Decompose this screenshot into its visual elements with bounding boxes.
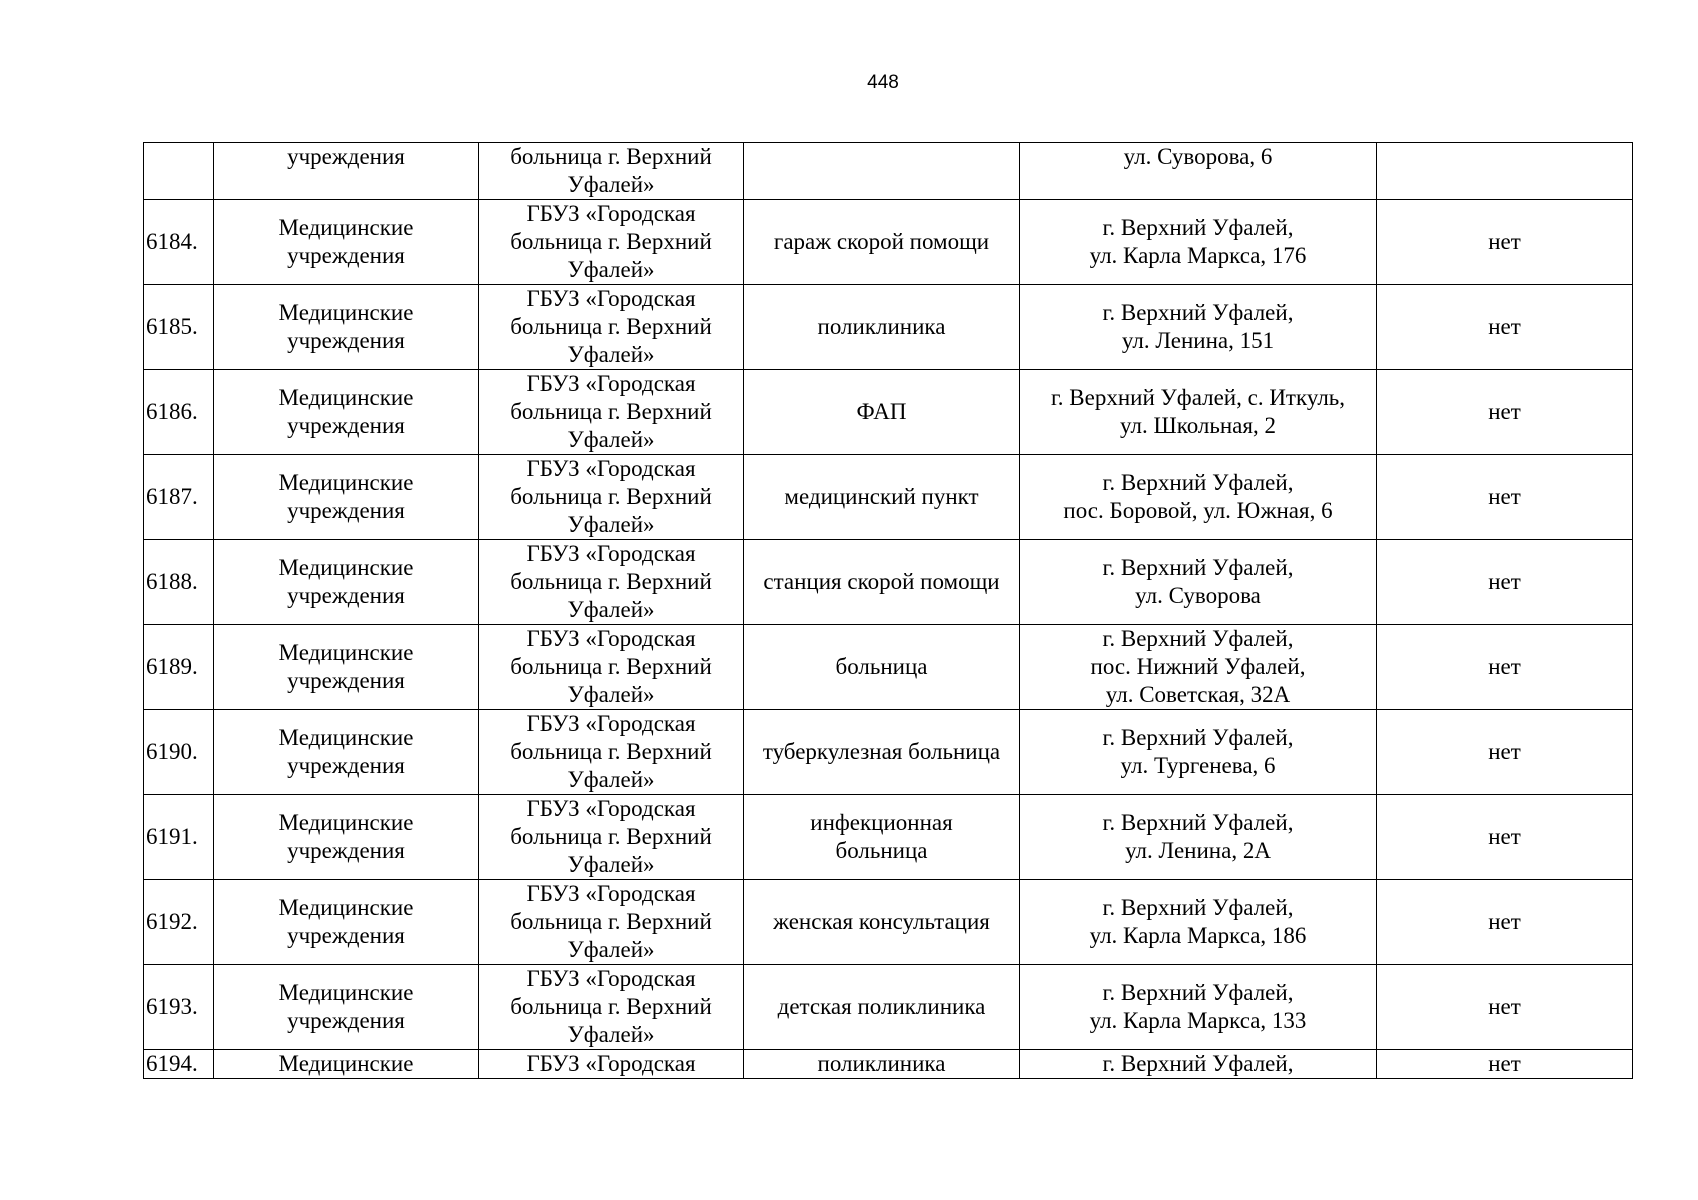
category-cell: Медицинские учреждения — [214, 540, 479, 625]
object-cell: детская поликлиника — [744, 965, 1020, 1050]
table-row — [144, 200, 1633, 285]
category-cell: Медицинские учреждения — [214, 200, 479, 285]
table-row — [144, 795, 1633, 880]
address-cell: г. Верхний Уфалей, ул. Карла Маркса, 186 — [1020, 880, 1377, 965]
organization-cell: ГБУЗ «Городская больница г. Верхний Уфалей» — [479, 370, 744, 455]
row-number: 6185. — [144, 285, 214, 370]
status-cell: нет — [1377, 455, 1633, 540]
table-row — [144, 455, 1633, 540]
registry-table — [143, 142, 1633, 1079]
status-cell: нет — [1377, 795, 1633, 880]
category-cell: Медицинские учреждения — [214, 710, 479, 795]
row-number: 6189. — [144, 625, 214, 710]
row-number: 6184. — [144, 200, 214, 285]
status-cell: нет — [1377, 370, 1633, 455]
status-cell: нет — [1377, 625, 1633, 710]
status-cell: нет — [1377, 200, 1633, 285]
organization-cell: ГБУЗ «Городская больница г. Верхний Уфалей» — [479, 965, 744, 1050]
row-number: 6193. — [144, 965, 214, 1050]
object-cell — [744, 143, 1020, 200]
address-cell: г. Верхний Уфалей, пос. Боровой, ул. Южная, 6 — [1020, 455, 1377, 540]
organization-cell: ГБУЗ «Городская больница г. Верхний Уфалей» — [479, 795, 744, 880]
status-cell: нет — [1377, 710, 1633, 795]
row-number: 6191. — [144, 795, 214, 880]
page-number: 448 — [867, 72, 899, 93]
object-cell: инфекционная больница — [744, 795, 1020, 880]
table-row — [144, 965, 1633, 1050]
category-cell: Медицинские учреждения — [214, 370, 479, 455]
organization-cell: больница г. Верхний Уфалей» — [479, 143, 744, 200]
organization-cell: ГБУЗ «Городская больница г. Верхний Уфалей» — [479, 625, 744, 710]
object-cell: больница — [744, 625, 1020, 710]
table-row — [144, 710, 1633, 795]
row-number: 6188. — [144, 540, 214, 625]
row-number: 6192. — [144, 880, 214, 965]
status-cell: нет — [1377, 880, 1633, 965]
address-cell: г. Верхний Уфалей, пос. Нижний Уфалей, ул. Советская, 32А — [1020, 625, 1377, 710]
organization-cell: ГБУЗ «Городская больница г. Верхний Уфалей» — [479, 710, 744, 795]
table-row — [144, 540, 1633, 625]
object-cell: станция скорой помощи — [744, 540, 1020, 625]
row-number: 6187. — [144, 455, 214, 540]
address-cell: г. Верхний Уфалей, с. Иткуль, ул. Школьная, 2 — [1020, 370, 1377, 455]
organization-cell: ГБУЗ «Городская больница г. Верхний Уфалей» — [479, 540, 744, 625]
status-cell: нет — [1377, 1050, 1633, 1079]
category-cell: Медицинские — [214, 1050, 479, 1079]
status-cell: нет — [1377, 285, 1633, 370]
category-cell: Медицинские учреждения — [214, 795, 479, 880]
object-cell: поликлиника — [744, 285, 1020, 370]
status-cell: нет — [1377, 540, 1633, 625]
continuation-row — [144, 143, 1633, 200]
object-cell: ФАП — [744, 370, 1020, 455]
table-row — [144, 370, 1633, 455]
address-cell: г. Верхний Уфалей, ул. Тургенева, 6 — [1020, 710, 1377, 795]
category-cell: Медицинские учреждения — [214, 880, 479, 965]
address-cell: г. Верхний Уфалей, ул. Карла Маркса, 133 — [1020, 965, 1377, 1050]
table-row — [144, 880, 1633, 965]
category-cell: учреждения — [214, 143, 479, 200]
address-cell: г. Верхний Уфалей, ул. Карла Маркса, 176 — [1020, 200, 1377, 285]
address-cell: г. Верхний Уфалей, ул. Ленина, 2А — [1020, 795, 1377, 880]
row-number: 6190. — [144, 710, 214, 795]
organization-cell: ГБУЗ «Городская больница г. Верхний Уфалей» — [479, 200, 744, 285]
category-cell: Медицинские учреждения — [214, 965, 479, 1050]
organization-cell: ГБУЗ «Городская больница г. Верхний Уфалей» — [479, 285, 744, 370]
table-row — [144, 625, 1633, 710]
row-number — [144, 143, 214, 200]
object-cell: гараж скорой помощи — [744, 200, 1020, 285]
object-cell: женская консультация — [744, 880, 1020, 965]
address-cell: г. Верхний Уфалей, ул. Суворова — [1020, 540, 1377, 625]
status-cell: нет — [1377, 965, 1633, 1050]
address-cell: ул. Суворова, 6 — [1020, 143, 1377, 200]
table-row — [144, 285, 1633, 370]
organization-cell: ГБУЗ «Городская больница г. Верхний Уфалей» — [479, 455, 744, 540]
object-cell: медицинский пункт — [744, 455, 1020, 540]
category-cell: Медицинские учреждения — [214, 285, 479, 370]
organization-cell: ГБУЗ «Городская больница г. Верхний Уфалей» — [479, 880, 744, 965]
table-row-partial — [144, 1050, 1633, 1079]
address-cell: г. Верхний Уфалей, — [1020, 1050, 1377, 1079]
status-cell — [1377, 143, 1633, 200]
object-cell: туберкулезная больница — [744, 710, 1020, 795]
row-number: 6194. — [144, 1050, 214, 1079]
category-cell: Медицинские учреждения — [214, 455, 479, 540]
organization-cell: ГБУЗ «Городская — [479, 1050, 744, 1079]
category-cell: Медицинские учреждения — [214, 625, 479, 710]
address-cell: г. Верхний Уфалей, ул. Ленина, 151 — [1020, 285, 1377, 370]
row-number: 6186. — [144, 370, 214, 455]
object-cell: поликлиника — [744, 1050, 1020, 1079]
